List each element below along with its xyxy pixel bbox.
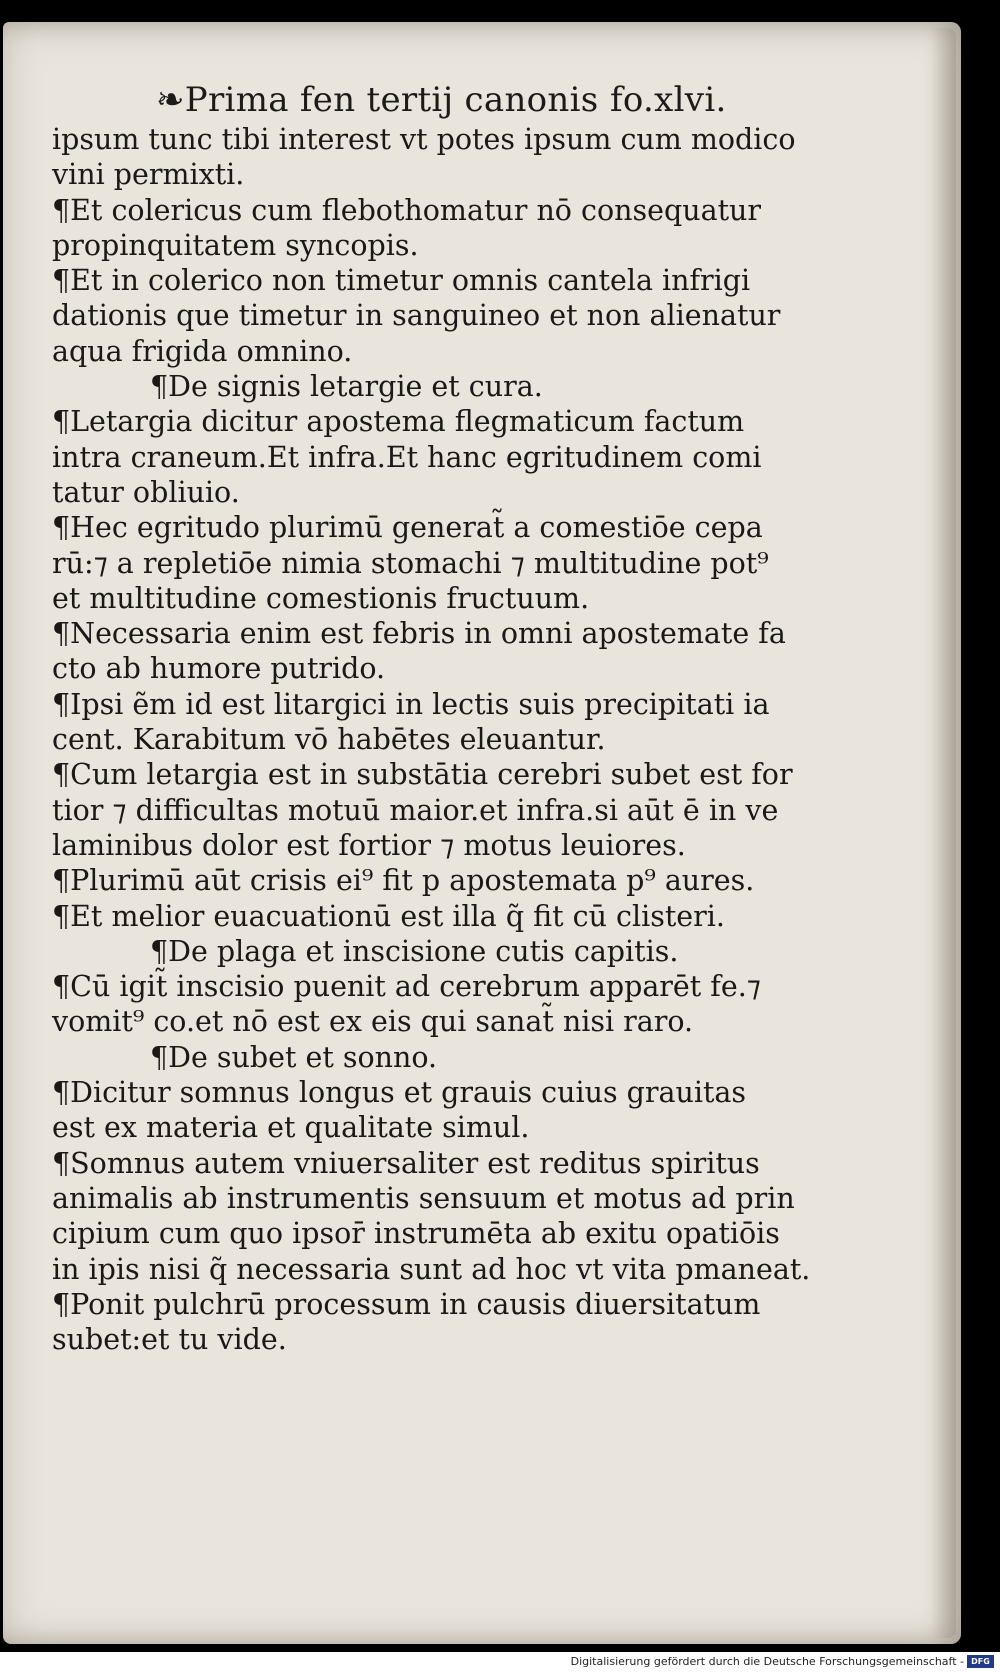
dfg-logo: DFG [967,1655,994,1668]
section-heading-line: ¶De plaga et inscisione cutis capitis. [150,934,679,968]
text-line: vini permixti. [52,158,245,192]
page-edge-shadow [930,28,956,1638]
text-line: cipium cum quo ipsor̄ instrumēta ab exitu opatiōis [52,1217,780,1251]
text-line: laminibus dolor est fortior ⁊ motus leuiores. [52,828,686,862]
text-line: ¶Ipsi ẽm id est litargici in lectis suis precipitati ia [52,687,770,721]
text-line: cto ab humore putrido. [52,652,386,686]
text-line: vomit⁹ co.et nō est ex eis qui sanat̃ nisi raro. [52,1005,694,1039]
text-line: ¶Et colericus cum flebothomatur nō consequatur [52,193,762,227]
running-header [148,70,748,126]
text-line: in ipis nisi q̃ necessaria sunt ad hoc vt vita pmaneat. [52,1252,811,1286]
section-heading-line: ¶De signis letargie et cura. [150,370,543,404]
text-line: ¶Cū igit̃ inscisio puenit ad cerebrum apparēt fe.⁊ [52,970,761,1004]
text-line: cent. Karabitum vō habētes eleuantur. [52,723,606,757]
text-line: ¶Cum letargia est in substātia cerebri subet est for [52,758,793,792]
text-line: tior ⁊ difficultas motuū maior.et infra.si aūt ē in ve [52,793,779,827]
text-line: propinquitatem syncopis. [52,228,419,262]
text-line: dationis que timetur in sanguineo et non alienatur [52,299,781,333]
text-line: est ex materia et qualitate simul. [52,1111,530,1145]
text-line: ¶Letargia dicitur apostema flegmaticum factum [52,405,745,439]
text-line: ¶Plurimū aūt crisis ei⁹ fit p apostemata p⁹ aures. [52,864,755,898]
text-line: aqua frigida omnino. [52,334,353,368]
section-heading-line: ¶De subet et sonno. [150,1040,438,1074]
text-line: ¶Et in colerico non timetur omnis cantela infrigi [52,264,751,298]
text-line: ¶Necessaria enim est febris in omni apostemate fa [52,617,786,651]
folio-number: fo.xlvi. [610,80,727,120]
text-column [52,122,824,1357]
text-line: ¶Et melior euacuationū est illa q̃ fit cū clisteri. [52,899,725,933]
footer-bar [0,1652,1000,1672]
text-line: subet:et tu vide. [52,1323,287,1357]
text-line: rū:⁊ a repletiōe nimia stomachi ⁊ multitudine pot⁹ [52,546,769,580]
text-line: ¶Somnus autem vniuersaliter est reditus spiritus [52,1146,760,1180]
text-line: ¶Hec egritudo plurimū generat̃ a comestiōe cepa [52,511,763,545]
funding-credit: Digitalisierung gefördert durch die Deutsche Forschungsgemeinschaft - [570,1655,964,1668]
text-line: animalis ab instrumentis sensuum et motus ad prin [52,1181,795,1215]
text-line: et multitudine comestionis fructuum. [52,581,590,615]
text-line: ¶Dicitur somnus longus et grauis cuius grauitas [52,1076,747,1110]
text-line: tatur obliuio. [52,475,240,509]
text-line: intra craneum.Et infra.Et hanc egritudinem comi [52,440,762,474]
text-line: ipsum tunc tibi interest vt potes ipsum cum modico [52,123,796,156]
text-line: ¶Ponit pulchrū processum in causis diuersitatum [52,1287,761,1321]
running-title: ❧Prima fen tertij canonis [156,80,599,120]
